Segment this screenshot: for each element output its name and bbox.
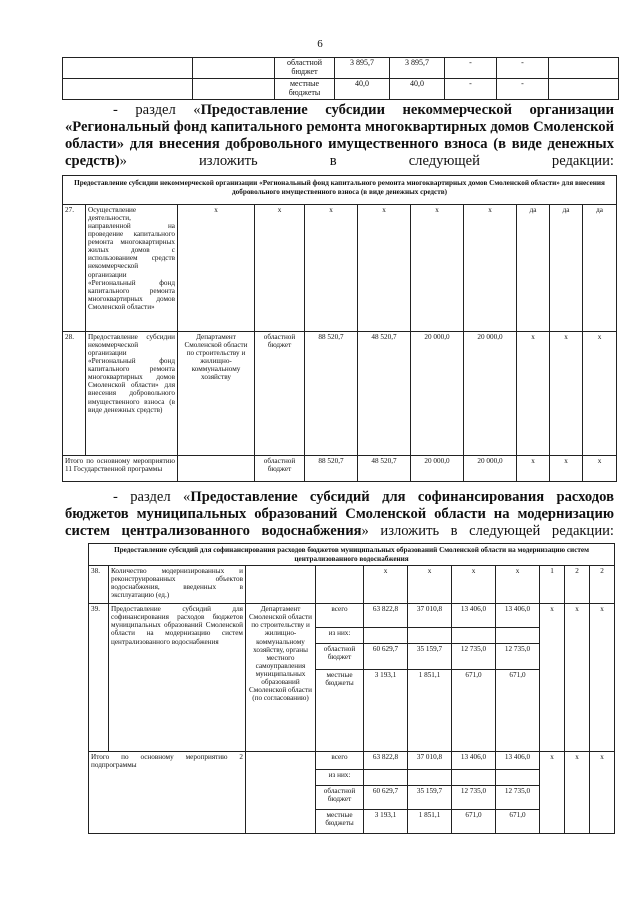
table-header-row bbox=[63, 176, 617, 205]
section1-paragraph bbox=[65, 102, 614, 170]
value-cell: 12 735,0 bbox=[496, 644, 540, 670]
table-cell bbox=[63, 58, 193, 79]
table-cell bbox=[246, 752, 316, 834]
source-cell: областной бюджет bbox=[316, 644, 364, 670]
indicator-cell: х bbox=[590, 752, 615, 834]
value-cell: х bbox=[464, 205, 517, 332]
table-total-row bbox=[89, 752, 615, 770]
table-total-row bbox=[63, 456, 617, 482]
source-cell: из них: bbox=[316, 770, 364, 786]
value-cell: 88 520,7 bbox=[305, 456, 358, 482]
section2-table-header: Предоставление субсидий для софинансирования расходов бюджетов муниципальных образований Смоленской области на модернизацию систем централизованного водоснабжения bbox=[89, 544, 615, 566]
value-cell: 20 000,0 bbox=[411, 332, 464, 456]
indicator-cell: х bbox=[565, 604, 590, 752]
table-row bbox=[89, 566, 615, 604]
indicator-cell: х bbox=[517, 332, 550, 456]
indicator-cell: х bbox=[540, 752, 565, 834]
value-cell bbox=[496, 628, 540, 644]
value-cell: 671,0 bbox=[452, 670, 496, 752]
value-cell: 63 822,8 bbox=[364, 604, 408, 628]
value-cell: х bbox=[364, 566, 408, 604]
indicator-cell: х bbox=[565, 752, 590, 834]
indicator-cell: х bbox=[517, 456, 550, 482]
value-cell: х bbox=[452, 566, 496, 604]
value-cell: 63 822,8 bbox=[364, 752, 408, 770]
value-cell: - bbox=[445, 58, 497, 79]
value-cell: х bbox=[408, 566, 452, 604]
value-cell: 3 895,7 bbox=[335, 58, 390, 79]
value-cell: - bbox=[497, 79, 549, 100]
source-cell: местные бюджеты bbox=[275, 79, 335, 100]
row-name: Предоставление субсидий для софинансирования расходов бюджетов муниципальных образований Смоленской области на модернизацию систем централизованного водоснабжения bbox=[109, 604, 246, 752]
section2-table bbox=[88, 543, 615, 834]
section2-title: Предоставление субсидий для софинансирования расходов бюджетов муниципальных образований Смоленской области на модернизацию систем централизованного водоснабжения bbox=[65, 489, 614, 539]
table-header-row bbox=[89, 544, 615, 566]
executor-cell: Департамент Смоленской области по строительству и жилищно-коммунальному хозяйству, органы местного самоуправления муниципальных образований Смоленской области (по согласованию) bbox=[246, 604, 316, 752]
indicator-cell: х bbox=[540, 604, 565, 752]
value-cell bbox=[408, 628, 452, 644]
source-cell: местные бюджеты bbox=[316, 810, 364, 834]
value-cell: 40,0 bbox=[335, 79, 390, 100]
value-cell: 60 629,7 bbox=[364, 786, 408, 810]
row-name: Количество модернизированных и реконструированных объектов водоснабжения, введенных в эксплуатацию (ед.) bbox=[109, 566, 246, 604]
indicator-cell: х bbox=[583, 456, 617, 482]
value-cell: 671,0 bbox=[452, 810, 496, 834]
source-cell: х bbox=[255, 205, 305, 332]
value-cell: 13 406,0 bbox=[452, 604, 496, 628]
row-number: 27. bbox=[63, 205, 86, 332]
value-cell: 3 895,7 bbox=[390, 58, 445, 79]
value-cell: 35 159,7 bbox=[408, 644, 452, 670]
indicator-cell: х bbox=[550, 456, 583, 482]
top-table-fragment bbox=[62, 57, 619, 100]
value-cell: 671,0 bbox=[496, 670, 540, 752]
table-cell bbox=[549, 58, 619, 79]
value-cell bbox=[364, 628, 408, 644]
value-cell: 12 735,0 bbox=[496, 786, 540, 810]
indicator-cell: х bbox=[590, 604, 615, 752]
section2-paragraph bbox=[65, 489, 614, 540]
value-cell: 13 406,0 bbox=[496, 752, 540, 770]
table-cell bbox=[193, 58, 275, 79]
row-name: Осуществление деятельности, направленной на проведение капитального ремонта многоквартирных жилых домов с использованием средств некоммерческой организации «Региональный фонд капитального ремонта многоквартирных домов Смоленской области» bbox=[86, 205, 178, 332]
value-cell: х bbox=[411, 205, 464, 332]
indicator-cell: 1 bbox=[540, 566, 565, 604]
value-cell bbox=[452, 628, 496, 644]
executor-cell: Департамент Смоленской области по строительству и жилищно-коммунальному хозяйству bbox=[178, 332, 255, 456]
value-cell: 37 010,8 bbox=[408, 604, 452, 628]
table-cell bbox=[316, 566, 364, 604]
source-cell: областной бюджет bbox=[255, 456, 305, 482]
table-cell bbox=[549, 79, 619, 100]
value-cell bbox=[408, 770, 452, 786]
value-cell: 20 000,0 bbox=[464, 332, 517, 456]
indicator-cell: да bbox=[517, 205, 550, 332]
table-cell bbox=[178, 456, 255, 482]
value-cell: 671,0 bbox=[496, 810, 540, 834]
value-cell: 3 193,1 bbox=[364, 670, 408, 752]
value-cell: х bbox=[496, 566, 540, 604]
section2-prefix: - раздел « bbox=[113, 489, 191, 505]
value-cell: 37 010,8 bbox=[408, 752, 452, 770]
page-number: 6 bbox=[317, 38, 323, 50]
value-cell: х bbox=[358, 205, 411, 332]
row-number: 38. bbox=[89, 566, 109, 604]
indicator-cell: да bbox=[550, 205, 583, 332]
source-cell: из них: bbox=[316, 628, 364, 644]
source-cell: областной бюджет bbox=[316, 786, 364, 810]
indicator-cell: х bbox=[583, 332, 617, 456]
indicator-cell: да bbox=[583, 205, 617, 332]
section1-table bbox=[62, 175, 617, 482]
source-cell: областной бюджет bbox=[275, 58, 335, 79]
executor-cell: х bbox=[178, 205, 255, 332]
table-row bbox=[63, 58, 619, 79]
indicator-cell: х bbox=[550, 332, 583, 456]
table-cell bbox=[63, 79, 193, 100]
value-cell: 88 520,7 bbox=[305, 332, 358, 456]
table-row bbox=[63, 79, 619, 100]
value-cell: 3 193,1 bbox=[364, 810, 408, 834]
table-row bbox=[89, 604, 615, 628]
table-row bbox=[63, 205, 617, 332]
value-cell bbox=[452, 770, 496, 786]
table-cell bbox=[246, 566, 316, 604]
value-cell bbox=[364, 770, 408, 786]
section1-table-header: Предоставление субсидии некоммерческой организации «Региональный фонд капитального ремонта многоквартирных домов Смоленской области» для внесения добровольного имущественного взноса (в виде денежных средств) bbox=[63, 176, 617, 205]
source-cell: областной бюджет bbox=[255, 332, 305, 456]
total-label: Итого по основному мероприятию 11 Государственной программы bbox=[63, 456, 178, 482]
value-cell: 1 851,1 bbox=[408, 670, 452, 752]
section2-suffix: » изложить в следующей редакции: bbox=[361, 523, 614, 539]
indicator-cell: 2 bbox=[590, 566, 615, 604]
value-cell: 20 000,0 bbox=[411, 456, 464, 482]
total-label: Итого по основному мероприятию 2 подпрограммы bbox=[89, 752, 246, 834]
value-cell: - bbox=[497, 58, 549, 79]
value-cell: 48 520,7 bbox=[358, 456, 411, 482]
value-cell: 13 406,0 bbox=[496, 604, 540, 628]
table-row bbox=[63, 332, 617, 456]
indicator-cell: 2 bbox=[565, 566, 590, 604]
source-cell: всего bbox=[316, 752, 364, 770]
table-cell bbox=[193, 79, 275, 100]
source-cell: местные бюджеты bbox=[316, 670, 364, 752]
value-cell: 12 735,0 bbox=[452, 644, 496, 670]
value-cell: 1 851,1 bbox=[408, 810, 452, 834]
value-cell bbox=[496, 770, 540, 786]
row-number: 28. bbox=[63, 332, 86, 456]
section1-prefix: - раздел « bbox=[113, 102, 201, 118]
value-cell: - bbox=[445, 79, 497, 100]
section1-title: Предоставление субсидии некоммерческой организации «Региональный фонд капитального ремонта многоквартирных домов Смоленской области» для внесения добровольного имущественного взноса (в виде денежных средств) bbox=[65, 102, 614, 169]
value-cell: 40,0 bbox=[390, 79, 445, 100]
row-number: 39. bbox=[89, 604, 109, 752]
section1-suffix: » изложить в следующей редакции: bbox=[119, 153, 614, 169]
source-cell: всего bbox=[316, 604, 364, 628]
value-cell: 48 520,7 bbox=[358, 332, 411, 456]
value-cell: 12 735,0 bbox=[452, 786, 496, 810]
value-cell: 60 629,7 bbox=[364, 644, 408, 670]
value-cell: х bbox=[305, 205, 358, 332]
row-name: Предоставление субсидии некоммерческой организации «Региональный фонд капитального ремонта многоквартирных домов Смоленской области» для внесения добровольного имущественного взноса (в виде денежных средств) bbox=[86, 332, 178, 456]
value-cell: 35 159,7 bbox=[408, 786, 452, 810]
value-cell: 13 406,0 bbox=[452, 752, 496, 770]
value-cell: 20 000,0 bbox=[464, 456, 517, 482]
